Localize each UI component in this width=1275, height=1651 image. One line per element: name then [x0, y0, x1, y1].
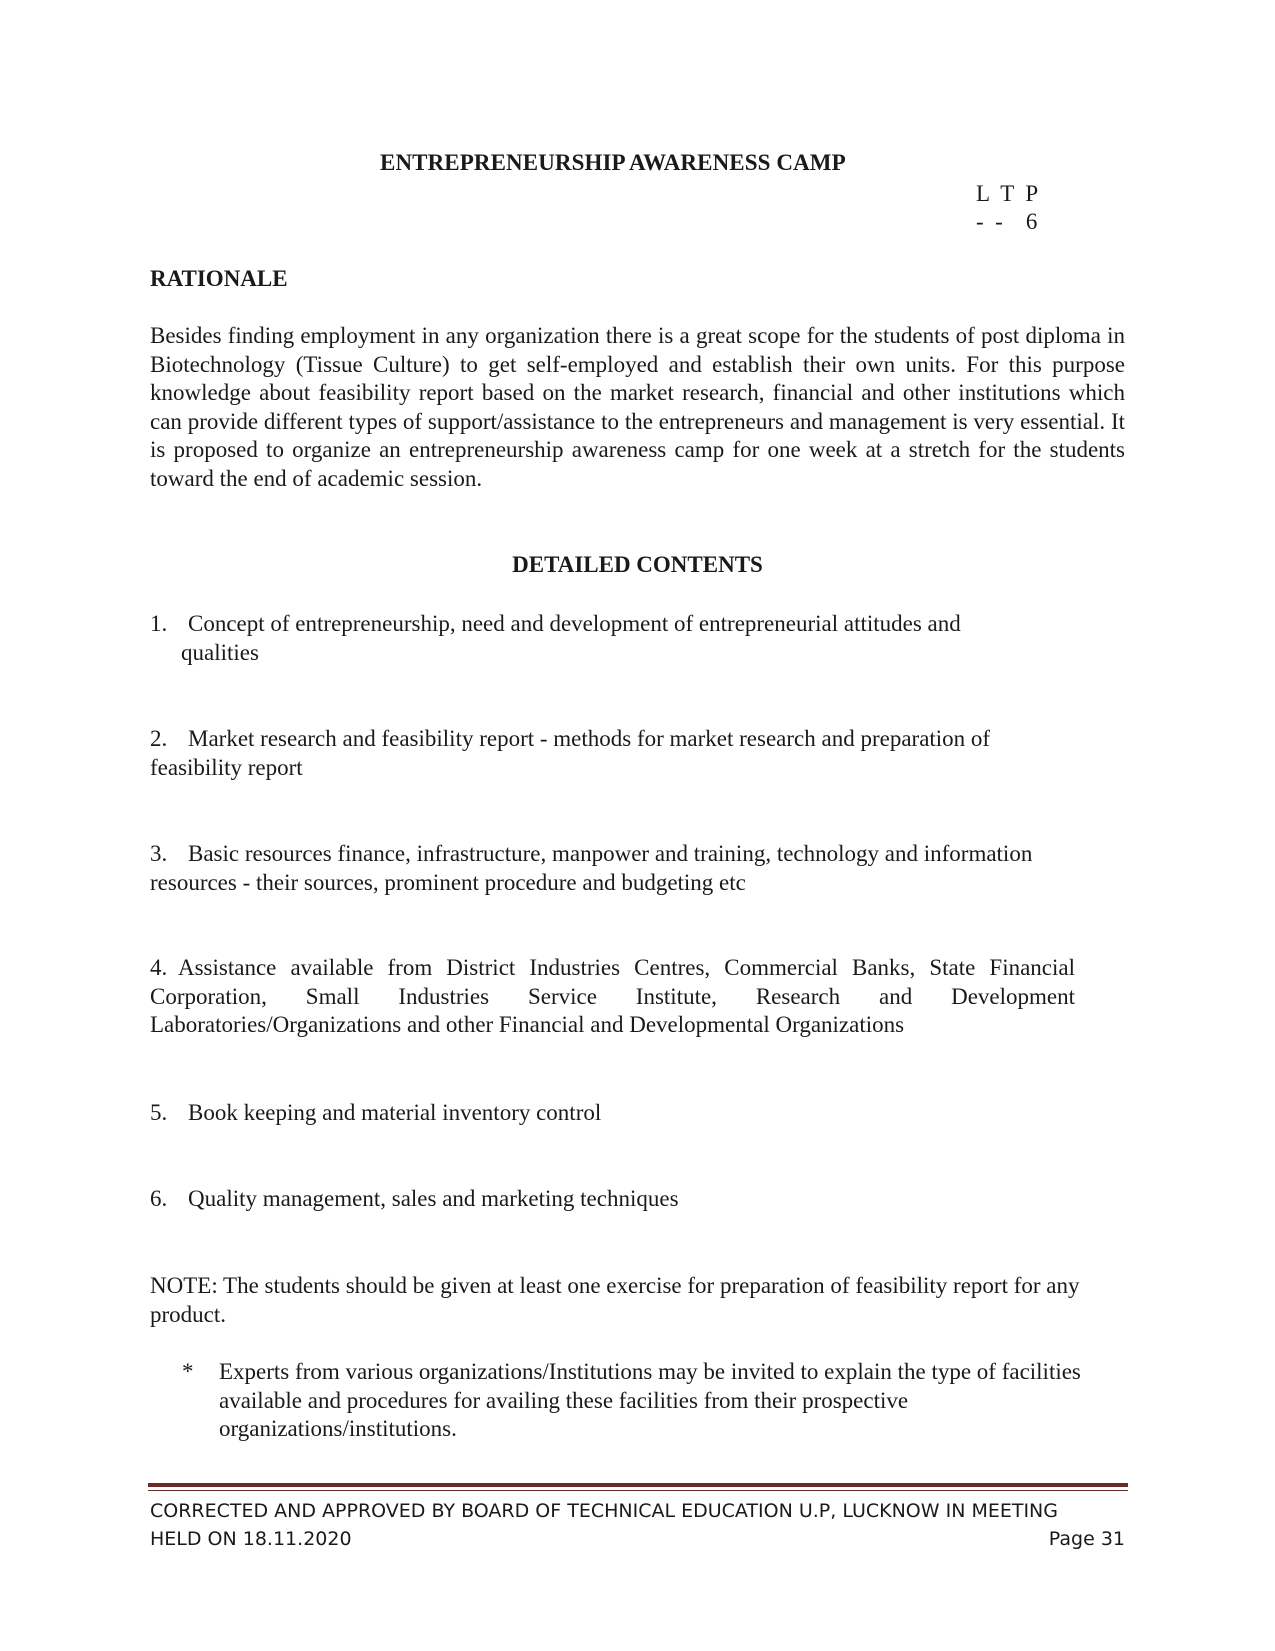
note-paragraph: NOTE: The students should be given at least one exercise for preparation of feasibility report for any product.	[150, 1273, 1080, 1327]
content-item-4	[150, 954, 1075, 1040]
ltp-block	[976, 180, 1038, 236]
content-item-5	[150, 1099, 1080, 1128]
item-number: 5.	[150, 1100, 168, 1125]
item-number: 2.	[150, 726, 168, 751]
footer-line-1: CORRECTED AND APPROVED BY BOARD OF TECHNICAL EDUCATION U.P, LUCKNOW IN MEETING	[150, 1500, 1058, 1522]
item-number: 4.	[150, 955, 168, 980]
page-number: Page 31	[1048, 1528, 1125, 1550]
item-text: Quality management, sales and marketing techniques	[188, 1186, 679, 1211]
footer-rule-thick	[148, 1483, 1128, 1487]
content-item-1	[150, 610, 1080, 667]
content-item-2	[150, 725, 1080, 782]
item-text: Basic resources finance, infrastructure, manpower and training, technology and information resources - their sources, prominent procedure and budgeting etc	[150, 841, 1033, 895]
bullet-text: Experts from various organizations/Institutions may be invited to explain the type of facilities available and procedures for availing these facilities from their prospective organizations/institutions.	[219, 1359, 1081, 1441]
item-number: 3.	[150, 841, 168, 866]
rationale-heading: RATIONALE	[150, 266, 288, 291]
item-text: Market research and feasibility report - methods for market research and preparation of feasibility report	[150, 726, 991, 780]
item-text: Concept of entrepreneurship, need and development of entrepreneurial attitudes and	[188, 611, 961, 636]
item-number: 1.	[150, 611, 168, 636]
footer-rule-thin	[148, 1490, 1128, 1491]
page-footer	[150, 1497, 1125, 1553]
item-number: 6.	[150, 1186, 168, 1211]
document-title: ENTREPRENEURSHIP AWARENESS CAMP	[380, 150, 846, 175]
ltp-values: - - 6	[976, 209, 1038, 234]
bullet-item	[182, 1358, 1092, 1444]
item-text-continuation: qualities	[181, 639, 259, 665]
rationale-paragraph: Besides finding employment in any organization there is a great scope for the students of post diploma in Biotechnology (Tissue Culture) to get self-employed and establish their own units. For this purpose knowledge about feasibility report based on the market research, financial and other institutions which can provide different types of support/assistance to the entrepreneurs and management is very essential. It is proposed to organize an entrepreneurship awareness camp for one week at a stretch for the students toward the end of academic session.	[150, 323, 1125, 491]
ltp-header: L T P	[976, 181, 1039, 206]
item-text: Assistance available from District Industries Centres, Commercial Banks, State Financial Corporation, Small Industries Service Institute, Research and Development Laboratories/Organizations and other Financial and Developmental Organizations	[150, 955, 1075, 1037]
bullet-symbol: *	[182, 1359, 194, 1384]
footer-date: HELD ON 18.11.2020	[150, 1528, 352, 1550]
content-item-6	[150, 1185, 1080, 1214]
footer-line-2	[150, 1525, 1125, 1553]
content-item-3	[150, 840, 1080, 897]
detailed-contents-heading: DETAILED CONTENTS	[512, 552, 763, 577]
item-text: Book keeping and material inventory control	[188, 1100, 602, 1125]
